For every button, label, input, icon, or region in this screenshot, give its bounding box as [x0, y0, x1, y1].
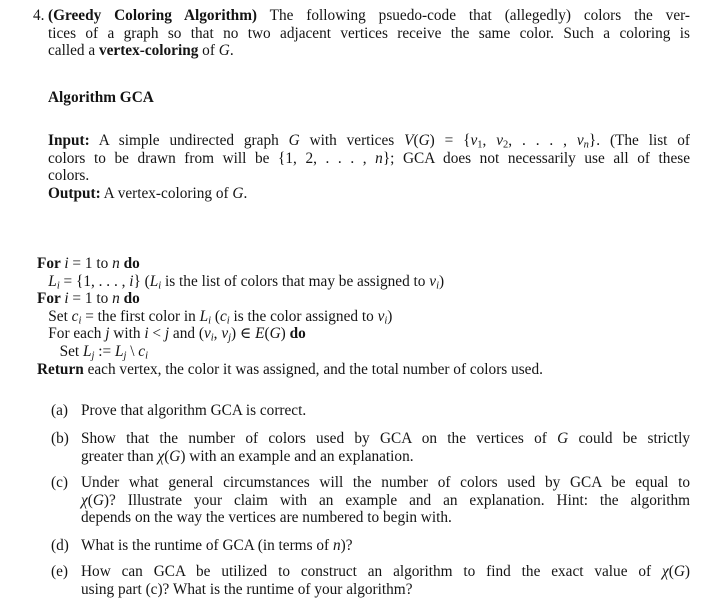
- text-line: Output: A vertex-coloring of G.: [48, 184, 248, 202]
- text-line: How can GCA be utilized to construct an algorithm to find the exact value of χ(G): [81, 563, 690, 580]
- subitem-text: [81, 402, 690, 420]
- text-line: Return each vertex, the color it was assigned, and the total number of colors used.: [37, 360, 543, 378]
- subitem-label: (b): [51, 430, 69, 447]
- text-line: greater than χ(G) with an example and an explanation.: [81, 447, 414, 465]
- text-line: What is the runtime of GCA (in terms of n)?: [81, 537, 353, 554]
- problem-intro-paragraph: [48, 7, 690, 60]
- text-line: using part (c)? What is the runtime of your algorithm?: [81, 580, 413, 598]
- text-line: For i = 1 to n do: [37, 290, 140, 308]
- text-line: For i = 1 to n do: [37, 255, 140, 272]
- problem-number: 4.: [33, 7, 45, 24]
- text-line: (Greedy Coloring Algorithm) The following psuedo-code that (allegedly) colors the ver-: [48, 7, 690, 24]
- text-line: Input: A simple undirected graph G with vertices $V(G) = \{v_1$, $v_2$, . . . , $v_n$}. (The list of: [48, 132, 691, 151]
- text-line: Under what general circumstances will the number of colors used by GCA be equal to: [81, 474, 690, 491]
- subitem-label: (e): [51, 563, 68, 580]
- text-line: Set $c_i$ = the first color in $L_i$ ($c_i$ is the color assigned to $v_i$): [48, 307, 393, 327]
- subitem-label: (a): [51, 402, 68, 419]
- subitem-text: [81, 474, 690, 527]
- subitem-text: [81, 537, 690, 555]
- text-line: Prove that algorithm GCA is correct.: [81, 402, 307, 419]
- text-line: depends on the way the vertices are numbered to begin with.: [81, 509, 452, 527]
- text-line: χ(G)? Illustrate your claim with an example and an explanation. Hint: the algorithm: [81, 491, 690, 509]
- text-line: colors.: [48, 167, 90, 185]
- text-line: called a vertex-coloring of G.: [48, 42, 234, 60]
- text-line: Show that the number of colors used by GCA on the vertices of G could be strictly: [81, 430, 690, 447]
- text-line: $L_i = \{1$, . . . , i} ($L_i$ is the list of colors that may be assigned to $v_i$): [48, 272, 445, 292]
- subitem-text: [81, 430, 690, 465]
- text-line: Algorithm GCA: [48, 89, 154, 106]
- algorithm-heading: [48, 89, 690, 107]
- subitem-label: (d): [51, 537, 69, 554]
- pseudocode-block: [37, 255, 697, 378]
- text-line: colors to be drawn from will be {1, 2, . . . , n}; GCA does not necessarily use all of these: [48, 149, 690, 167]
- input-output-block: [48, 132, 690, 202]
- text-line: For each j with i < j and ($v_i$, $v_j$) ∈ E(G) do: [48, 325, 306, 344]
- text-line: tices of a graph so that no two adjacent vertices receive the same color. Such a coloring is: [48, 24, 690, 42]
- subitem-text: [81, 563, 690, 598]
- text-line: Set $L_j$ := $L_j$ \ $c_i$: [59, 342, 148, 362]
- subitem-label: (c): [51, 474, 68, 491]
